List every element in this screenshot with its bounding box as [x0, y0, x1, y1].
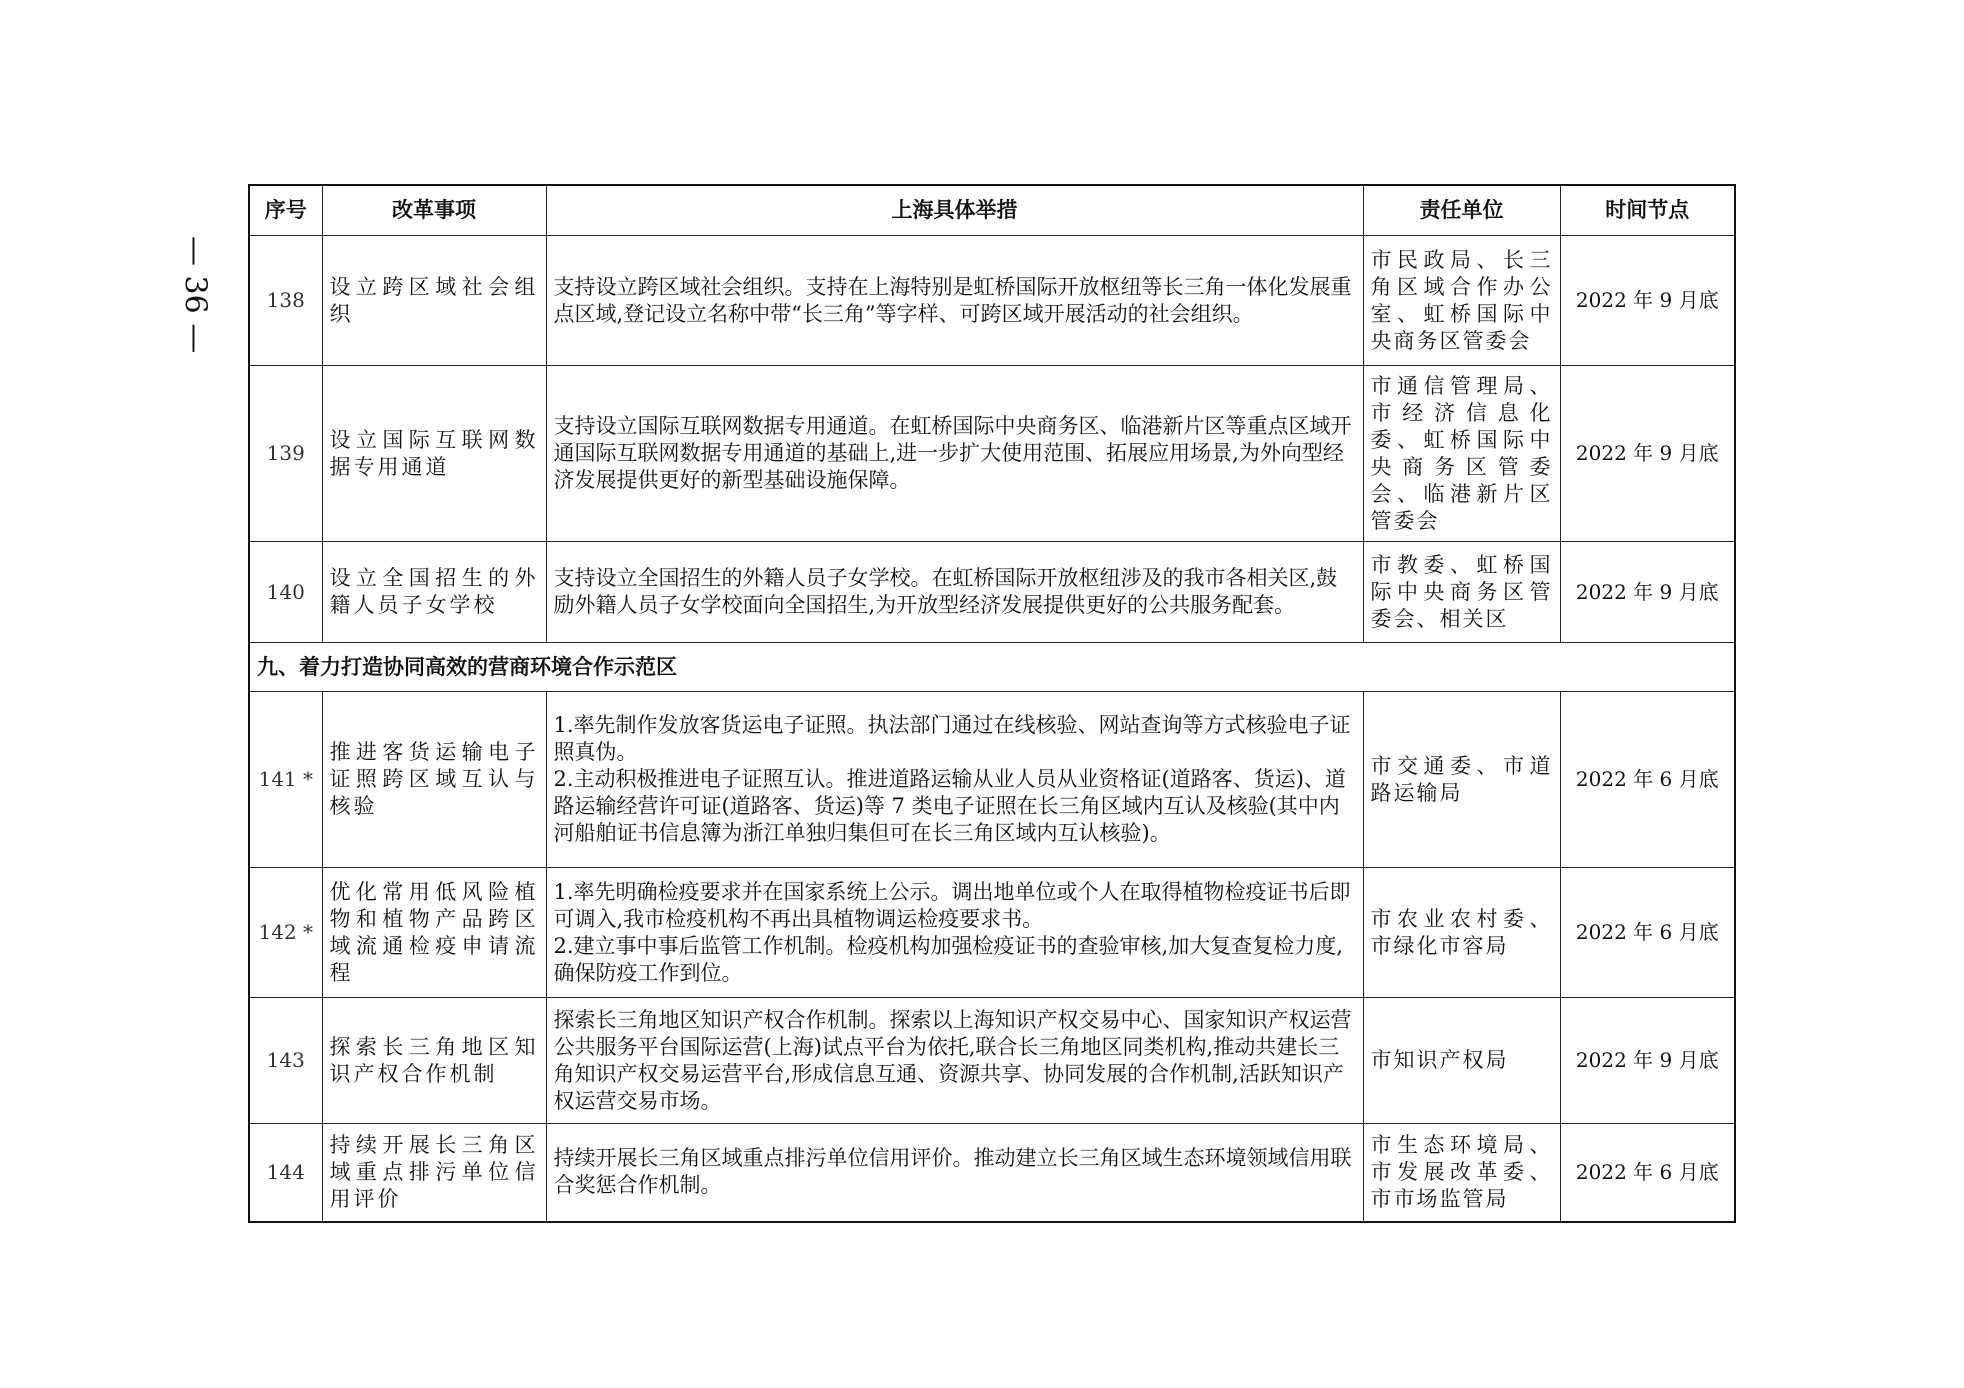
- measure-paragraph: 2.建立事中事后监管工作机制。检疫机构加强检疫证书的查验审核,加大复查复检力度,确保防疫工作到位。: [553, 933, 1343, 985]
- table-row: [249, 868, 1735, 998]
- table-header-row: [249, 185, 1735, 236]
- responsible-unit: 市生态环境局、市发展改革委、市市场监管局: [1363, 1124, 1560, 1222]
- header-item: 改革事项: [322, 185, 546, 236]
- deadline: 2022 年 6 月底: [1560, 868, 1735, 998]
- table-row: [249, 236, 1735, 366]
- measure-paragraph: 1.率先制作发放客货运电子证照。执法部门通过在线核验、网站查询等方式核验电子证照真伪。: [553, 713, 1351, 764]
- measure-paragraph: 支持设立全国招生的外籍人员子女学校。在虹桥国际开放枢纽涉及的我市各相关区,鼓励外籍人员子女学校面向全国招生,为开放型经济发展提供更好的公共服务配套。: [553, 566, 1338, 617]
- table-row: [249, 1124, 1735, 1222]
- deadline: 2022 年 9 月底: [1560, 998, 1735, 1124]
- deadline: 2022 年 6 月底: [1560, 692, 1735, 868]
- row-number: 138: [249, 236, 322, 366]
- reform-item: 推进客货运输电子证照跨区域互认与核验: [322, 692, 546, 868]
- row-number: 139: [249, 366, 322, 542]
- measure-cell: [546, 542, 1363, 643]
- measure-paragraph: 支持设立国际互联网数据专用通道。在虹桥国际中央商务区、临港新片区等重点区域开通国际互联网数据专用通道的基础上,进一步扩大使用范围、拓展应用场景,为外向型经济发展提供更好的新型基础设施保障。: [553, 414, 1352, 492]
- header-no: 序号: [249, 185, 322, 236]
- row-number: 142 *: [249, 868, 322, 998]
- section-title: 九、着力打造协同高效的营商环境合作示范区: [249, 643, 1735, 692]
- responsible-unit: 市知识产权局: [1363, 998, 1560, 1124]
- responsible-unit: 市交通委、市道路运输局: [1363, 692, 1560, 868]
- page-number: — 36 —: [177, 236, 213, 354]
- header-time: 时间节点: [1560, 185, 1735, 236]
- measure-cell: [546, 1124, 1363, 1222]
- deadline: 2022 年 6 月底: [1560, 1124, 1735, 1222]
- deadline: 2022 年 9 月底: [1560, 236, 1735, 366]
- responsible-unit: 市农业农村委、市绿化市容局: [1363, 868, 1560, 998]
- table-row: [249, 366, 1735, 542]
- measure-cell: [546, 366, 1363, 542]
- table-body-after-section: [249, 692, 1735, 1222]
- responsible-unit: 市教委、虹桥国际中央商务区管委会、相关区: [1363, 542, 1560, 643]
- reform-item: 探索长三角地区知识产权合作机制: [322, 998, 546, 1124]
- reform-item: 优化常用低风险植物和植物产品跨区域流通检疫申请流程: [322, 868, 546, 998]
- header-unit: 责任单位: [1363, 185, 1560, 236]
- responsible-unit: 市通信管理局、市经济信息化委、虹桥国际中央商务区管委会、临港新片区管委会: [1363, 366, 1560, 542]
- reform-item: 设立跨区域社会组织: [322, 236, 546, 366]
- table-row: [249, 692, 1735, 868]
- measure-cell: [546, 998, 1363, 1124]
- measure-paragraph: 1.率先明确检疫要求并在国家系统上公示。调出地单位或个人在取得植物检疫证书后即可调入,我市检疫机构不再出具植物调运检疫要求书。: [553, 879, 1351, 931]
- deadline: 2022 年 9 月底: [1560, 366, 1735, 542]
- measure-paragraph: 探索长三角地区知识产权合作机制。探索以上海知识产权交易中心、国家知识产权运营公共服务平台国际运营(上海)试点平台为依托,联合长三角地区同类机构,推动共建长三角知识产权交易运营平台,形成信息互通、资源共享、协同发展的合作机制,活跃知识产权运营交易市场。: [553, 1007, 1352, 1113]
- responsible-unit: 市民政局、长三角区域合作办公室、虹桥国际中央商务区管委会: [1363, 236, 1560, 366]
- reform-item: 设立全国招生的外籍人员子女学校: [322, 542, 546, 643]
- header-measure: 上海具体举措: [546, 185, 1363, 236]
- measure-paragraph: 持续开展长三角区域重点排污单位信用评价。推动建立长三角区域生态环境领域信用联合奖惩合作机制。: [553, 1146, 1352, 1198]
- row-number: 144: [249, 1124, 322, 1222]
- measure-cell: [546, 868, 1363, 998]
- section-row: [249, 643, 1735, 692]
- row-number: 143: [249, 998, 322, 1124]
- measure-cell: [546, 692, 1363, 868]
- table-row: [249, 998, 1735, 1124]
- row-number: 141 *: [249, 692, 322, 868]
- table-row: [249, 542, 1735, 643]
- section-body: [249, 643, 1735, 692]
- measure-cell: [546, 236, 1363, 366]
- measure-paragraph: 2.主动积极推进电子证照互认。推进道路运输从业人员从业资格证(道路客、货运)、道路运输经营许可证(道路客、货运)等 7 类电子证照在长三角区域内互认及核验(其中内河船舶证书信息簿为浙江单独归集但可在长三角区域内互认核验)。: [553, 767, 1346, 845]
- reform-item: 持续开展长三角区域重点排污单位信用评价: [322, 1124, 546, 1222]
- reform-table: [248, 184, 1736, 1223]
- reform-item: 设立国际互联网数据专用通道: [322, 366, 546, 542]
- measure-paragraph: 支持设立跨区域社会组织。支持在上海特别是虹桥国际开放枢纽等长三角一体化发展重点区域,登记设立名称中带“长三角”等字样、可跨区域开展活动的社会组织。: [553, 274, 1352, 326]
- table-body-before-section: [249, 236, 1735, 643]
- deadline: 2022 年 9 月底: [1560, 542, 1735, 643]
- row-number: 140: [249, 542, 322, 643]
